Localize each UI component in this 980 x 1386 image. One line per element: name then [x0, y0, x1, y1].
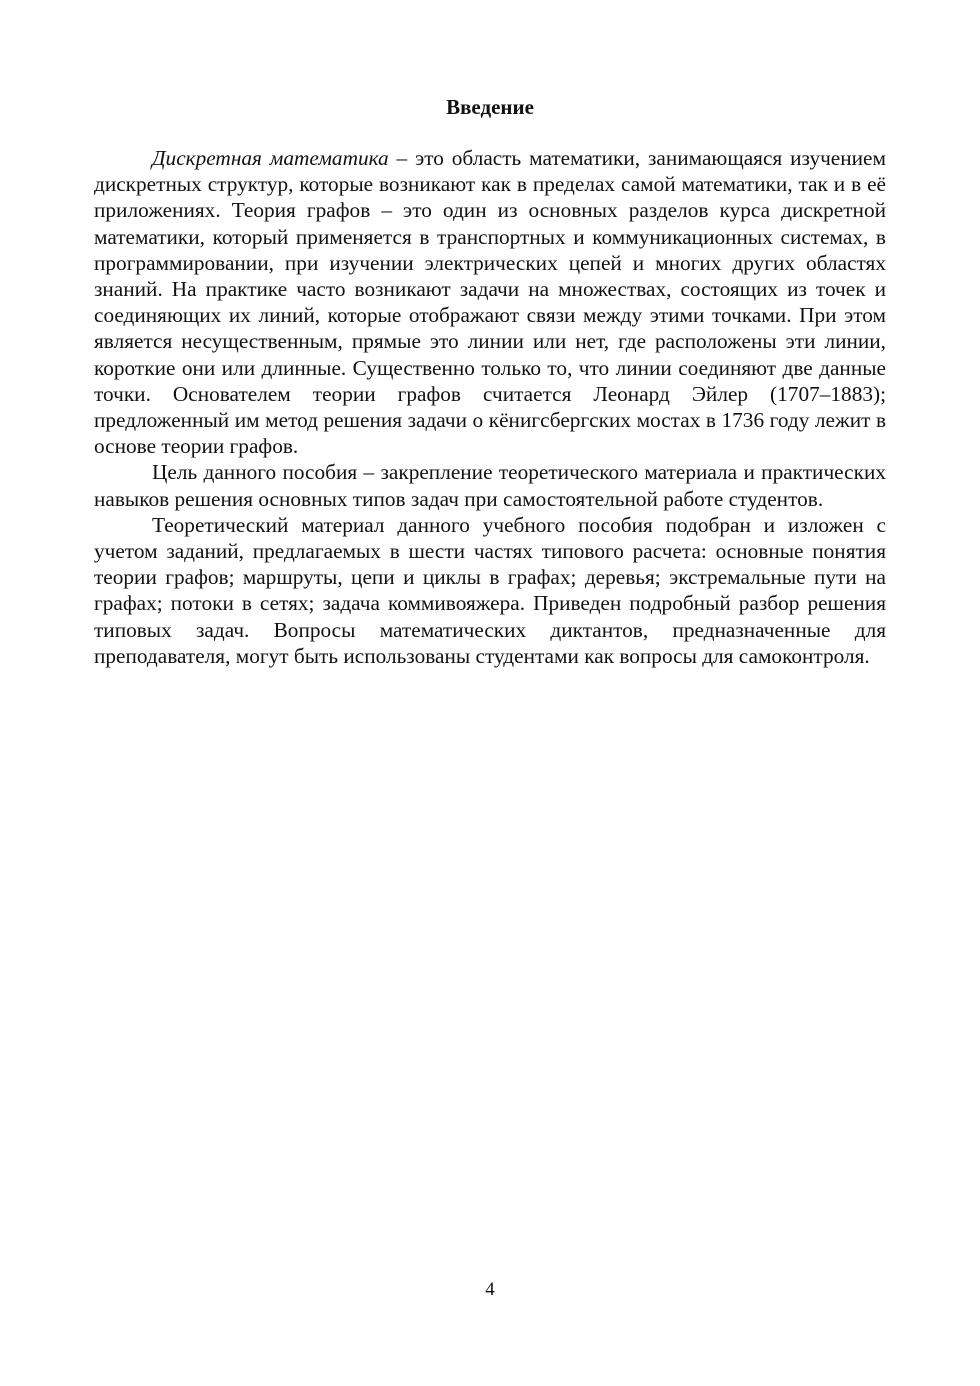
paragraph-intro-text: – это область математики, занимающаяся изучением дискретных структур, которые возникают как в пределах самой математики, так и в её приложениях. Теория графов – это один из основных разделов курса дискретной математики, который применяется в транспортных и коммуникационных системах, в программировании, при изучении электрических цепей и многих других областях знаний. На практике часто возникают задачи на множествах, состоящих из точек и соединяющих их линий, которые отображают связи между этими точками. При этом является несущественным, прямые это линии или нет, где расположены эти линии, короткие они или длинные. Существенно только то, что линии соединяют две данные точки. Основателем теории графов считается Леонард Эйлер (1707–1883); предложенный им метод решения задачи о кёнигсбергских мостах в 1736 году лежит в основе теории графов.	[94, 146, 886, 459]
page-title: Введение	[446, 95, 534, 119]
page-number: 4	[485, 1279, 495, 1300]
body-text	[94, 145, 886, 669]
paragraph-purpose: Цель данного пособия – закрепление теоретического материала и практических навыков решения основных типов задач при самостоятельной работе студентов.	[94, 460, 886, 511]
italic-term: Дискретная математика	[152, 146, 389, 170]
paragraph-intro	[94, 145, 886, 459]
paragraph-content: Теоретический материал данного учебного пособия подобран и изложен с учетом заданий, предлагаемых в шести частях типового расчета: основные понятия теории графов; маршруты, цепи и циклы в графах; деревья; экстремальные пути на графах; потоки в сетях; задача коммивояжера. Приведен подробный разбор решения типовых задач. Вопросы математических диктантов, предназначенные для преподавателя, могут быть использованы студентами как вопросы для самоконтроля.	[94, 512, 886, 668]
